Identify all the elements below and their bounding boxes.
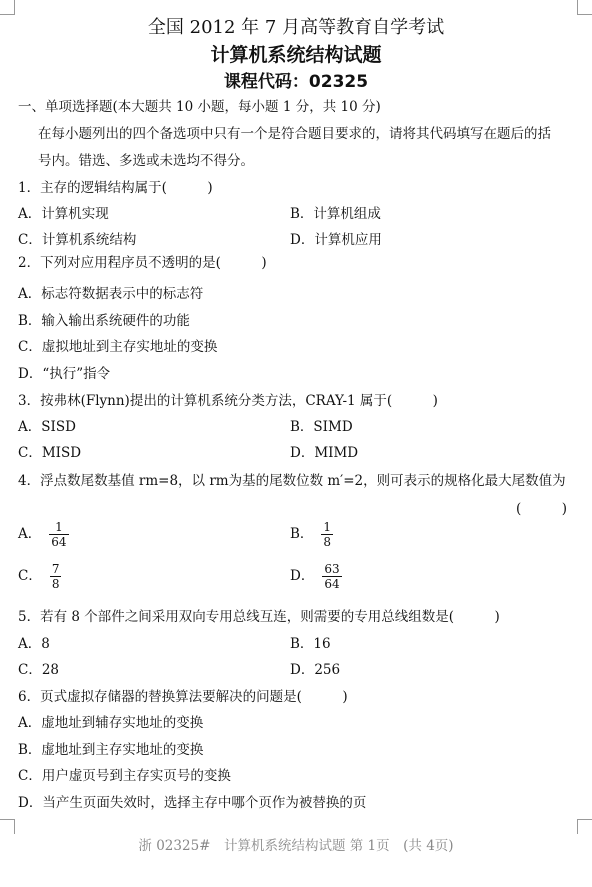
q1-option-a: A．计算机实现 <box>18 206 109 222</box>
corner-mark-bottom-right <box>577 819 592 834</box>
q2-option-d: D．“执行”指令 <box>18 366 111 382</box>
fraction-numerator: 1 <box>49 520 68 535</box>
page-footer: 浙 02325# 计算机系统结构试题 第 1页 (共 4页) <box>138 838 454 854</box>
q4-option-d-label: D． <box>290 568 315 584</box>
exam-title: 计算机系统结构试题 <box>210 44 382 66</box>
q4-option-a <box>18 520 69 549</box>
fraction-numerator: 7 <box>51 562 60 576</box>
q4-stem: 4．浮点数尾数基值 rm=8，以 rm为基的尾数位数 m′=2，则可表示的规格化最大尾数值为 <box>18 473 566 489</box>
q5-option-c: C．28 <box>18 662 60 678</box>
instruction-line-2: 号内。错选、多选或未选均不得分。 <box>38 153 254 169</box>
q4-option-b-label: B． <box>290 526 314 542</box>
q3-option-b: B．SIMD <box>290 419 353 435</box>
q1-stem: 1．主存的逻辑结构属于( ) <box>18 180 213 196</box>
q6-stem: 6．页式虚拟存储器的替换算法要解决的问题是( ) <box>18 689 348 705</box>
corner-mark-bottom-left <box>0 819 15 834</box>
fraction-denominator: 64 <box>324 577 340 591</box>
fraction-numerator: 63 <box>324 562 340 576</box>
instruction-line-1: 在每小题列出的四个备选项中只有一个是符合题目要求的，请将其代码填写在题后的括 <box>38 126 551 142</box>
fraction-numerator: 1 <box>323 520 332 534</box>
fraction-denominator: 8 <box>323 535 332 549</box>
corner-mark-top-left <box>0 0 15 15</box>
q4-option-a-fraction <box>49 520 68 549</box>
q1-option-b: B．计算机组成 <box>290 206 381 222</box>
q6-option-b: B．虚地址到主存实地址的变换 <box>18 742 204 758</box>
q4-option-c <box>18 562 61 591</box>
q2-option-c: C．虚拟地址到主存实地址的变换 <box>18 339 218 355</box>
q5-option-b: B．16 <box>290 636 331 652</box>
exam-header: 全国 2012 年 7 月高等教育自学考试 <box>147 17 445 38</box>
q6-option-c: C．用户虚页号到主存实页号的变换 <box>18 768 231 784</box>
fraction-denominator: 64 <box>51 535 67 549</box>
q4-option-d <box>290 562 342 591</box>
q1-option-c: C．计算机系统结构 <box>18 232 137 248</box>
course-code: 课程代码：02325 <box>223 72 369 92</box>
q6-option-d: D．当产生页面失效时，选择主存中哪个页作为被替换的页 <box>18 795 367 811</box>
q2-option-b: B．输入输出系统硬件的功能 <box>18 313 190 329</box>
q5-option-a: A．8 <box>18 636 50 652</box>
q5-stem: 5．若有 8 个部件之间采用双向专用总线互连，则需要的专用总线组数是( ) <box>18 609 500 625</box>
q4-option-c-fraction <box>50 562 62 591</box>
q4-option-c-label: C． <box>18 568 42 584</box>
q3-option-c: C．MISD <box>18 445 82 461</box>
q2-stem: 2．下列对应用程序员不透明的是( ) <box>18 255 267 271</box>
q5-option-d: D．256 <box>290 662 341 678</box>
q4-option-a-label: A． <box>18 526 42 542</box>
q6-option-a: A．虚地址到辅存实地址的变换 <box>18 715 204 731</box>
fraction-denominator: 8 <box>51 577 60 591</box>
q1-option-d: D．计算机应用 <box>290 232 382 248</box>
q4-option-d-fraction <box>322 562 341 591</box>
q4-option-b <box>290 520 333 549</box>
q3-stem: 3．按弗林(Flynn)提出的计算机系统分类方法，CRAY-1 属于( ) <box>18 393 438 409</box>
q3-option-d: D．MIMD <box>290 445 359 461</box>
section-heading: 一、单项选择题(本大题共 10 小题，每小题 1 分，共 10 分) <box>18 99 381 115</box>
q2-option-a: A．标志符数据表示中的标志符 <box>18 286 204 302</box>
q4-answer-paren: ( ) <box>516 501 568 517</box>
q4-option-b-fraction <box>321 520 333 549</box>
corner-mark-top-right <box>577 0 592 15</box>
q3-option-a: A．SISD <box>18 419 76 435</box>
